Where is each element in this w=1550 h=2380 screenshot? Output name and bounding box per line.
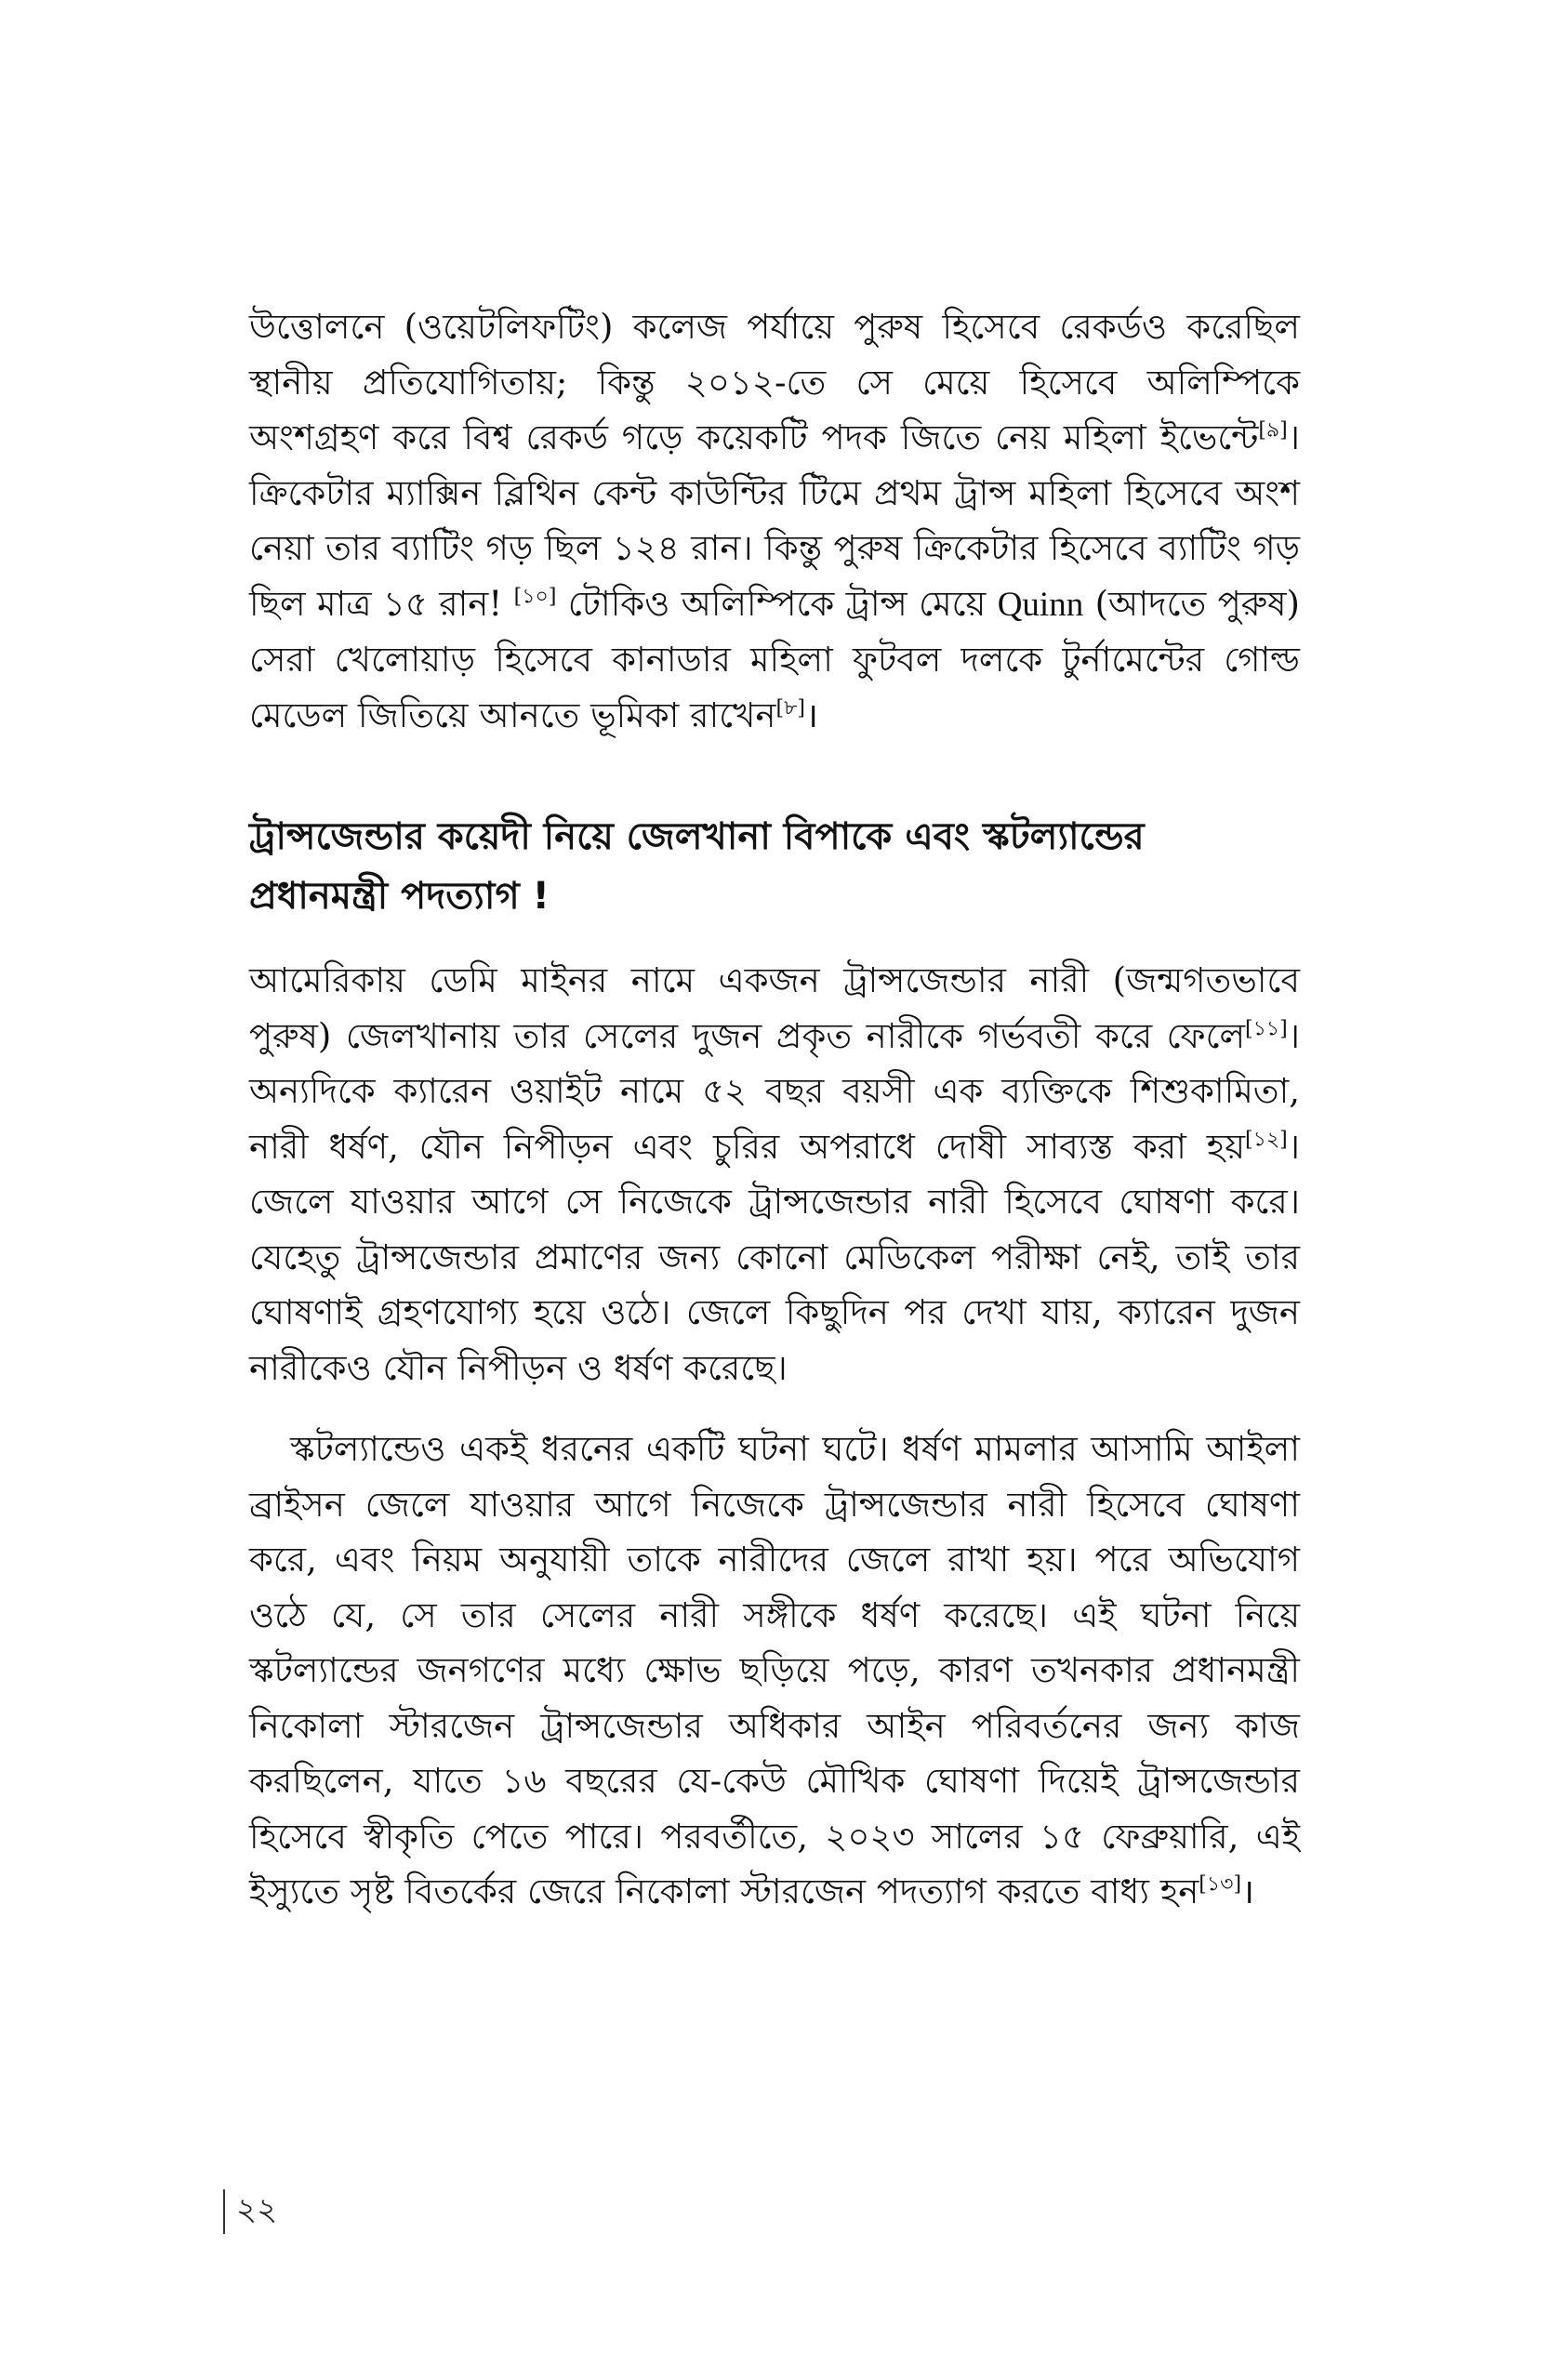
citation-ref: [৮]: [775, 696, 805, 721]
paragraph: [249, 299, 1300, 743]
paragraph-text: (আদতে পুরুষ) সেরা খেলোয়াড় হিসেবে কানাডার মহিলা ফুটবল দলকে টুর্নামেন্টের গোল্ড মেডেল জিতিয়ে আনতে ভূমিকা রাখেন: [249, 583, 1300, 735]
body-section-3: [249, 1421, 1300, 1920]
body-section-1: [249, 299, 1300, 743]
citation-ref: [১১]: [1245, 1017, 1288, 1041]
page-footer: [223, 2189, 277, 2234]
paragraph: [249, 953, 1300, 1395]
paragraph-text: । ক্রিকেটার ম্যাক্সিন ব্লিথিন কেন্ট কাউন্টির টিমে প্রথম ট্রান্স মহিলা হিসেবে অংশ নেয়া তার ব্যাটিং গড় ছিল ১২৪ রান। কিন্তু পুরুষ ক্রিকেটার হিসেবে ব্যাটিং গড় ছিল মাত্র ১৫ রান!: [249, 417, 1300, 624]
citation-ref: [১০]: [513, 585, 557, 609]
paragraph-text: উত্তোলনে (ওয়েটলিফটিং) কলেজ পর্যায়ে পুরুষ হিসেবে রেকর্ডও করেছিল স্থানীয় প্রতিযোগিতায়; কিন্তু ২০১২-তে সে মেয়ে হিসেবে অলিম্পিকে অংশগ্রহণ করে বিশ্ব রেকর্ড গড়ে কয়েকটি পদক জিতে নেয় মহিলা ইভেন্টে: [249, 307, 1300, 457]
page-number: ২২: [236, 2190, 278, 2228]
latin-name: Quinn: [997, 585, 1084, 624]
paragraph-text: টোকিও অলিম্পিকে ট্রান্স মেয়ে: [556, 583, 998, 624]
heading-line-2: প্রধানমন্ত্রী পদত্যাগ !: [249, 875, 550, 918]
page-number-rule: [223, 2189, 225, 2234]
body-section-2: [249, 953, 1300, 1395]
paragraph-text: আমেরিকায় ডেমি মাইনর নামে একজন ট্রান্সজেন্ডার নারী (জন্মগতভাবে পুরুষ) জেলখানায় তার সেলের দুজন প্রকৃত নারীকে গর্ভবতী করে ফেলে: [249, 960, 1300, 1056]
paragraph-text: ।: [804, 694, 818, 735]
heading-line-1: ট্রান্সজেন্ডার কয়েদী নিয়ে জেলখানা বিপাকে এবং স্কটল্যান্ডের: [249, 815, 1145, 858]
paragraph-text: স্কটল্যান্ডেও একই ধরনের একটি ঘটনা ঘটে। ধর্ষণ মামলার আসামি আইলা ব্রাইসন জেলে যাওয়ার আগে নিজেকে ট্রান্সজেন্ডার নারী হিসেবে ঘোষণা করে, এবং নিয়ম অনুযায়ী তাকে নারীদের জেলে রাখা হয়। পরে অভিযোগ ওঠে যে, সে তার সেলের নারী সঙ্গীকে ধর্ষণ করেছে। এই ঘটনা নিয়ে স্কটল্যান্ডের জনগণের মধ্যে ক্ষোভ ছড়িয়ে পড়ে, কারণ তখনকার প্রধানমন্ত্রী নিকোলা স্টারজেন ট্রান্সজেন্ডার অধিকার আইন পরিবর্তনের জন্য কাজ করছিলেন, যাতে ১৬ বছরের যে-কেউ মৌখিক ঘোষণা দিয়েই ট্রান্সজেন্ডার হিসেবে স্বীকৃতি পেতে পারে। পরবর্তীতে, ২০২৩ সালের ১৫ ফেব্রুয়ারি, এই ইস্যুতে সৃষ্ট বিতর্কের জেরে নিকোলা স্টারজেন পদত্যাগ করতে বাধ্য হন: [249, 1429, 1300, 1911]
paragraph-text: । জেলে যাওয়ার আগে সে নিজেকে ট্রান্সজেন্ডার নারী হিসেবে ঘোষণা করে। যেহেতু ট্রান্সজেন্ডার প্রমাণের জন্য কোনো মেডিকেল পরীক্ষা নেই, তাই তার ঘোষণাই গ্রহণযোগ্য হয়ে ওঠে। জেলে কিছুদিন পর দেখা যায়, ক্যারেন দুজন নারীকেও যৌন নিপীড়ন ও ধর্ষণ করেছে।: [249, 1126, 1300, 1388]
citation-ref: [১২]: [1245, 1128, 1288, 1152]
paragraph-text: । অন্যদিকে ক্যারেন ওয়াইট নামে ৫২ বছর বয়সী এক ব্যক্তিকে শিশুকামিতা, নারী ধর্ষণ, যৌন নিপীড়ন এবং চুরির অপরাধে দোষী সাব্যস্ত করা হয়: [249, 1015, 1300, 1167]
citation-ref: [৯]: [1258, 418, 1288, 443]
citation-ref: [১৩]: [1199, 1872, 1242, 1897]
paragraph: [249, 1421, 1300, 1920]
section-heading: [249, 807, 1300, 926]
paragraph-text: ।: [1241, 1871, 1255, 1911]
